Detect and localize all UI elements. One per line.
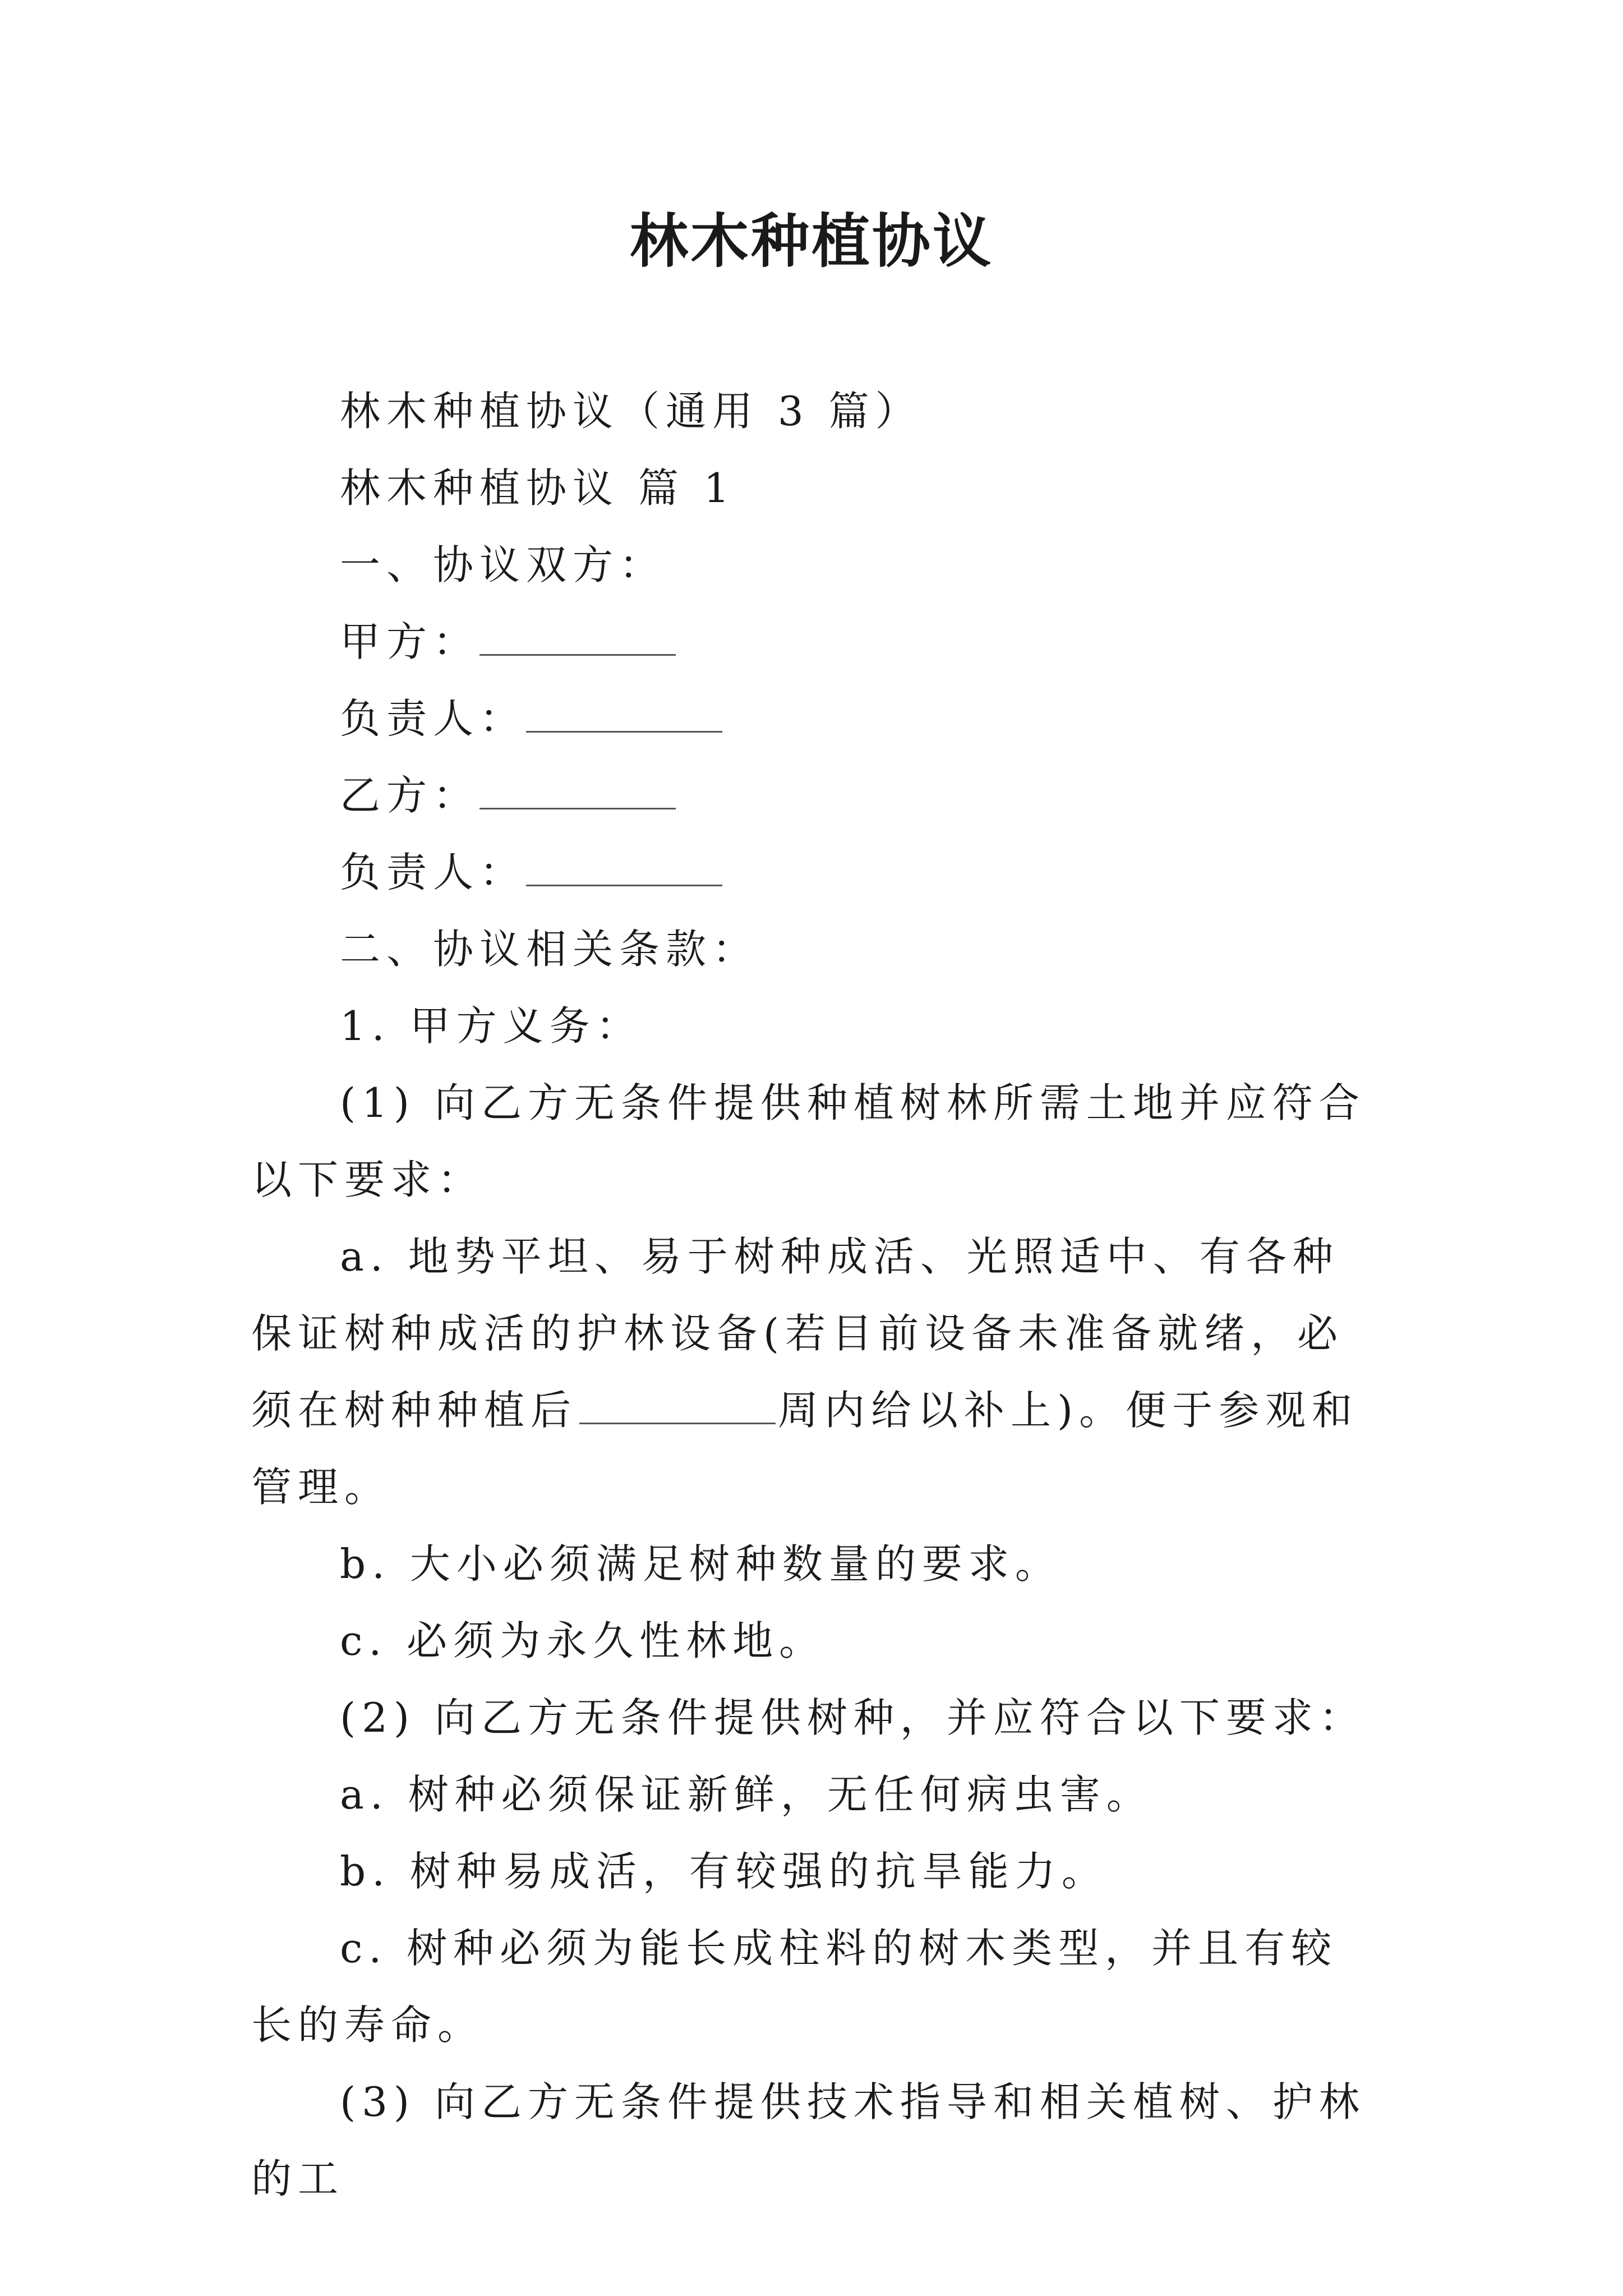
clause-1a-text-before: a. 地势平坦、易于树种成活、光照适中、有各种保证树种成活的护林设备(若目前设备未准备就绪，必须在树种种植后 <box>251 1233 1344 1434</box>
party-b-line <box>251 757 1378 834</box>
party-a-head-line <box>251 680 1378 757</box>
party-a-label: 甲方： <box>340 618 480 665</box>
section-parties-heading: 一、协议双方： <box>340 541 666 588</box>
party-b-label: 乙方： <box>340 772 480 819</box>
clause-1a <box>251 1218 1378 1526</box>
clause-2b: b. 树种易成活，有较强的抗旱能力。 <box>340 1848 1108 1895</box>
party-a-head-blank <box>526 697 722 733</box>
party-b-head-blank <box>526 851 722 886</box>
party-b-head-line <box>251 834 1378 911</box>
clause-2: (2) 向乙方无条件提供树种，并应符合以下要求： <box>340 1694 1366 1741</box>
clause-2c: c. 树种必须为能长成柱料的树木类型，并且有较长的寿命。 <box>251 1925 1338 2049</box>
document-title: 林木种植协议 <box>629 207 993 275</box>
document-subtitle: 林木种植协议（通用 3 篇） <box>340 388 922 435</box>
part-heading: 林木种植协议 篇 1 <box>340 464 736 512</box>
clause-1a-text-after: 周内给以补上)。便于参观和管理。 <box>251 1387 1359 1511</box>
clause-1c: c. 必须为永久性林地。 <box>340 1617 826 1664</box>
party-a-blank <box>479 620 676 656</box>
clause-2a: a. 树种必须保证新鲜，无任何病虫害。 <box>340 1771 1153 1818</box>
clause-3: (3) 向乙方无条件提供技术指导和相关植树、护林的工 <box>251 2078 1366 2202</box>
party-b-blank <box>479 774 676 809</box>
clause-1a-blank <box>579 1389 776 1424</box>
document-body <box>251 373 1378 2217</box>
clause-1b: b. 大小必须满足树种数量的要求。 <box>340 1540 1062 1588</box>
party-a-duties-heading: 1. 甲方义务： <box>340 1002 643 1050</box>
section-terms-heading: 二、协议相关条款： <box>340 926 759 973</box>
party-b-head-label: 负责人： <box>340 849 527 896</box>
clause-1: (1) 向乙方无条件提供种植树林所需土地并应符合以下要求： <box>251 1079 1366 1203</box>
party-a-line <box>251 604 1378 680</box>
party-a-head-label: 负责人： <box>340 695 527 742</box>
